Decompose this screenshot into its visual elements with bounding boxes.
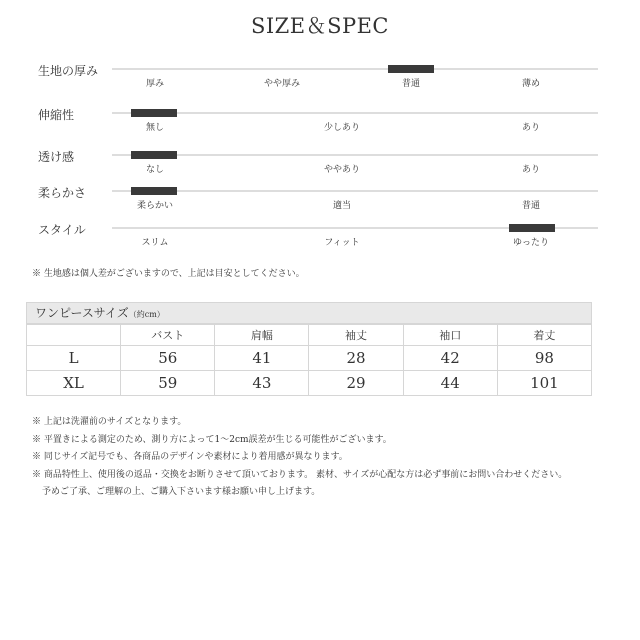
spec-option: 薄め [521, 79, 541, 89]
table-cell: 41 [215, 346, 309, 371]
spec-track [112, 68, 598, 70]
column-header: 肩幅 [215, 325, 309, 346]
spec-option: 少しあり [323, 123, 361, 133]
spec-option: あり [521, 165, 541, 175]
spec-track [112, 190, 598, 192]
spec-track [112, 154, 598, 156]
spec-row-stretch [0, 106, 640, 146]
row-size-label: XL [27, 371, 121, 396]
table-header-row [27, 325, 592, 346]
spec-option: フィット [324, 238, 360, 248]
column-header: 袖口 [403, 325, 497, 346]
spec-option: 普通 [521, 201, 541, 211]
spec-option: 柔らかい [136, 201, 174, 211]
spec-label: 伸縮性 [38, 108, 75, 122]
note-item: 予めご了承、ご理解の上、ご購入下さいます様お願い申し上げます。 [42, 487, 321, 497]
table-corner-cell [27, 325, 121, 346]
spec-option: 普通 [401, 79, 421, 89]
note-item: ※ 平置きによる測定のため、測り方によって1〜2cm誤差が生じる可能性がございます。 [32, 434, 392, 445]
spec-marker [131, 151, 177, 159]
spec-option: あり [521, 123, 541, 133]
spec-option: ゆったり [513, 238, 549, 248]
table-cell: 42 [403, 346, 497, 371]
table-cell: 98 [497, 346, 591, 371]
notes-list [32, 414, 567, 502]
spec-track [112, 112, 598, 114]
spec-option: 厚み [145, 79, 165, 89]
table-cell: 101 [497, 371, 591, 396]
spec-row-sheerness [0, 148, 640, 188]
note-item: ※ 商品特性上、使用後の返品・交換をお断りさせて頂いております。 素材、サイズが心配な方は必ず事前にお問い合わせください。 [32, 469, 568, 480]
spec-label: スタイル [38, 223, 86, 237]
table-cell: 43 [215, 371, 309, 396]
size-table-title: ワンピースサイズ [35, 306, 129, 320]
spec-label: 柔らかさ [38, 186, 87, 200]
spec-option: ややあり [323, 165, 361, 175]
note-item: ※ 上記は洗濯前のサイズとなります。 [32, 417, 187, 427]
table-cell: 56 [121, 346, 215, 371]
spec-marker [388, 65, 434, 73]
column-header: 袖丈 [309, 325, 403, 346]
spec-option: 適当 [332, 201, 352, 211]
page-title: SIZE＆SPEC [250, 14, 390, 38]
table-row [27, 371, 592, 396]
column-header: 着丈 [497, 325, 591, 346]
spec-option: スリム [141, 238, 169, 248]
size-table-header [26, 302, 592, 324]
spec-option: なし [145, 165, 165, 175]
size-table-unit: （約cm） [128, 310, 165, 319]
column-header: バスト [121, 325, 215, 346]
fabric-note: ※ 生地感は個人差がございますので、上記は目安としてください。 [32, 269, 305, 279]
table-cell: 28 [309, 346, 403, 371]
spec-option: やや厚み [263, 79, 301, 89]
table-cell: 59 [121, 371, 215, 396]
spec-marker [509, 224, 555, 232]
spec-marker [131, 109, 177, 117]
spec-option: 無し [145, 123, 165, 133]
spec-label: 生地の厚み [38, 64, 99, 78]
table-cell: 44 [403, 371, 497, 396]
note-item: ※ 同じサイズ記号でも、各商品のデザインや素材により着用感が異なります。 [32, 452, 348, 462]
row-size-label: L [27, 346, 121, 371]
spec-label: 透け感 [38, 150, 75, 164]
spec-row-softness [0, 184, 640, 224]
size-table [26, 302, 592, 396]
table-row [27, 346, 592, 371]
spec-marker [131, 187, 177, 195]
spec-row-style [0, 221, 640, 261]
size-table-grid [26, 324, 592, 396]
spec-row-thickness [0, 62, 640, 102]
table-cell: 29 [309, 371, 403, 396]
